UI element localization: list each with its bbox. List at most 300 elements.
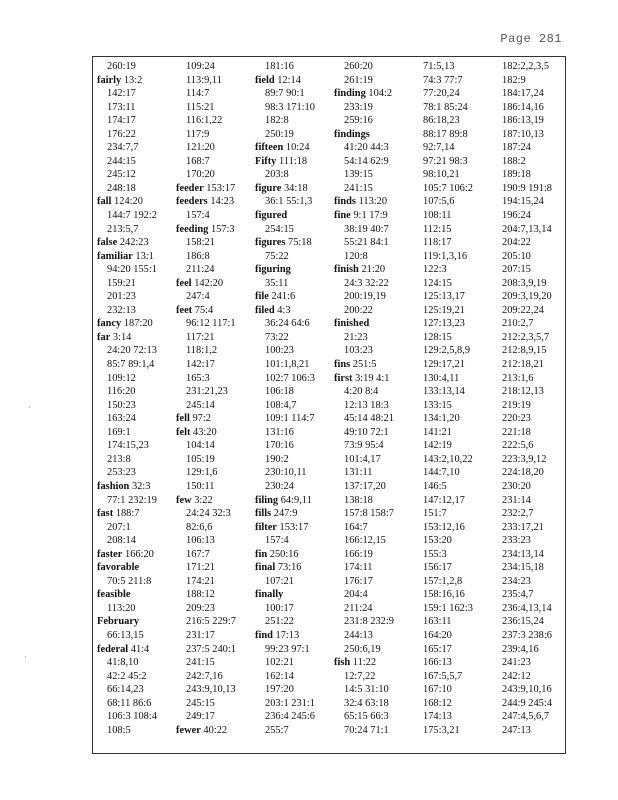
index-subline xyxy=(488,521,552,535)
index-page-ref: 247:13 xyxy=(502,724,531,736)
hole-punch-mark-icon: ⸱ xyxy=(28,401,31,414)
index-page-ref: 186:14,16 xyxy=(502,101,544,113)
index-page-ref: 45:14 48:21 xyxy=(344,413,394,425)
index-page-ref: 158:16,16 xyxy=(423,589,465,601)
index-page-ref: 131:11 xyxy=(344,467,373,479)
index-subline xyxy=(488,223,552,237)
index-subline xyxy=(488,480,552,494)
index-subline xyxy=(93,209,157,223)
index-subline xyxy=(93,683,157,697)
index-page-ref: 107:21 xyxy=(265,575,294,587)
index-page-ref: 12:13 18:3 xyxy=(344,399,389,411)
index-subline xyxy=(488,466,552,480)
index-page-ref: 137:17,20 xyxy=(344,480,386,492)
index-entry xyxy=(330,372,394,386)
index-page-ref: 4:20 8:4 xyxy=(344,386,379,398)
index-subline xyxy=(93,114,157,128)
index-subline xyxy=(93,629,157,643)
index-subline xyxy=(409,561,473,575)
index-subline xyxy=(409,412,473,426)
index-subline xyxy=(488,358,552,372)
index-subline xyxy=(488,575,552,589)
index-subline xyxy=(330,507,394,521)
index-headword: Fifty xyxy=(255,155,277,167)
index-page-ref: 106:3 108:4 xyxy=(107,711,157,723)
index-subline xyxy=(172,141,236,155)
index-page-ref: 117:9 xyxy=(186,128,210,140)
index-headword: field xyxy=(255,74,275,86)
index-headword: fairly xyxy=(97,74,122,86)
index-subline xyxy=(93,697,157,711)
index-page-ref: 121:20 xyxy=(186,142,215,154)
index-subline xyxy=(488,615,552,629)
index-subline xyxy=(409,74,473,88)
index-page-ref: 144:7,10 xyxy=(423,467,460,479)
index-entry xyxy=(251,304,315,318)
index-page-ref: 213:1,6 xyxy=(502,372,534,384)
index-subline xyxy=(251,223,315,237)
index-page-ref: 100:23 xyxy=(265,345,294,357)
index-subline xyxy=(488,561,552,575)
index-page-ref: 174:13 xyxy=(423,711,452,723)
index-subline xyxy=(330,304,394,318)
index-entry xyxy=(93,480,157,494)
index-page-ref: 170:16 xyxy=(265,440,294,452)
index-page-ref: 182:8 xyxy=(265,115,289,127)
index-page-ref: 73:22 xyxy=(265,331,289,343)
index-subline xyxy=(172,290,236,304)
index-page-ref: 253:23 xyxy=(107,467,136,479)
index-page-ref: 102:7 106:3 xyxy=(265,372,315,384)
index-subline xyxy=(409,60,473,74)
index-subline xyxy=(172,128,236,142)
index-page-ref: 142:19 xyxy=(423,440,452,452)
index-subline xyxy=(409,304,473,318)
index-page-ref: 261:19 xyxy=(344,74,373,86)
index-subline xyxy=(172,521,236,535)
index-page-ref: 157:4 xyxy=(186,210,210,222)
index-headword: few xyxy=(176,494,192,506)
index-page-ref: 36:24 64:6 xyxy=(265,318,310,330)
index-subline xyxy=(409,385,473,399)
index-page-ref: 209:23 xyxy=(186,602,215,614)
index-subline xyxy=(488,128,552,142)
index-subline xyxy=(488,588,552,602)
index-subline xyxy=(409,209,473,223)
index-page-ref: 212:8,9,15 xyxy=(502,345,547,357)
index-page-ref: 41:20 44:3 xyxy=(344,142,389,154)
index-subline xyxy=(330,724,394,738)
index-page-ref: 233:23 xyxy=(502,535,531,547)
index-subline xyxy=(488,101,552,115)
index-page-ref: 244:9 245:4 xyxy=(502,697,552,709)
index-entry xyxy=(330,656,394,670)
index-page-ref: 120:8 xyxy=(344,250,368,262)
index-page-ref: 233:17,21 xyxy=(502,521,544,533)
index-headword: figuring xyxy=(255,264,291,276)
index-subline xyxy=(409,494,473,508)
index-page-ref: 251:22 xyxy=(265,616,294,628)
index-subline xyxy=(488,290,552,304)
index-subline xyxy=(93,168,157,182)
index-subline xyxy=(172,87,236,101)
index-subline xyxy=(172,561,236,575)
index-page-ref: 158:21 xyxy=(186,237,215,249)
index-subline xyxy=(409,168,473,182)
index-subline xyxy=(409,195,473,209)
index-subline xyxy=(251,453,315,467)
index-subline xyxy=(251,426,315,440)
index-entry xyxy=(172,304,236,318)
index-page-ref: 171:21 xyxy=(186,562,215,574)
index-subline xyxy=(488,710,552,724)
index-headword: feasible xyxy=(97,589,131,601)
index-column-6 xyxy=(488,60,552,737)
index-headword: fills xyxy=(255,508,272,520)
index-subline xyxy=(409,263,473,277)
index-page-ref: 163:24 xyxy=(107,413,136,425)
index-page-ref: 101:4,17 xyxy=(344,453,381,465)
index-subline xyxy=(251,250,315,264)
index-page-ref: 232:13 xyxy=(107,304,136,316)
index-subline xyxy=(172,399,236,413)
index-headword: finished xyxy=(334,318,370,330)
index-page-ref: 65:15 66:3 xyxy=(344,711,389,723)
index-page-ref: 205:10 xyxy=(502,250,531,262)
index-page-ref: 128:15 xyxy=(423,331,452,343)
index-page-ref: 230:24 xyxy=(265,480,294,492)
index-subline xyxy=(93,223,157,237)
index-column-1 xyxy=(93,60,157,737)
index-page-ref: 66:13,15 xyxy=(107,629,144,641)
index-page-ref: 174:15,23 xyxy=(107,440,149,452)
index-subline xyxy=(251,101,315,115)
index-page-ref: 153:17 xyxy=(206,182,236,194)
index-subline xyxy=(251,439,315,453)
index-page-ref: 213:5,7 xyxy=(107,223,139,235)
index-page-ref: 223:3,9,12 xyxy=(502,453,547,465)
index-subline xyxy=(251,372,315,386)
index-page-ref: 75:18 xyxy=(288,237,312,249)
index-page-ref: 164:20 xyxy=(423,629,452,641)
index-subline xyxy=(409,141,473,155)
index-subline xyxy=(409,670,473,684)
index-subline xyxy=(488,656,552,670)
index-headword: final xyxy=(255,562,276,574)
index-page-ref: 197:20 xyxy=(265,684,294,696)
index-page-ref: 41:8,10 xyxy=(107,657,139,669)
index-page-ref: 259:16 xyxy=(344,115,373,127)
index-page-ref: 3:19 4:1 xyxy=(355,372,390,384)
index-subline xyxy=(330,236,394,250)
index-subline xyxy=(172,534,236,548)
index-subline xyxy=(172,588,236,602)
index-subline xyxy=(409,331,473,345)
index-page-ref: 100:17 xyxy=(265,602,294,614)
index-subline xyxy=(409,426,473,440)
index-headword: figured xyxy=(255,210,288,222)
index-subline xyxy=(93,60,157,74)
index-subline xyxy=(93,141,157,155)
index-page-ref: 74:3 77:7 xyxy=(423,74,463,86)
index-subline xyxy=(251,412,315,426)
index-page-ref: 68:11 86:6 xyxy=(107,697,152,709)
index-page-ref: 166:12,15 xyxy=(344,535,386,547)
index-page-ref: 130:4,11 xyxy=(423,372,460,384)
index-page-ref: 208:14 xyxy=(107,535,136,547)
index-subline xyxy=(172,480,236,494)
index-subline xyxy=(409,87,473,101)
index-subline xyxy=(330,290,394,304)
index-page-ref: 157:1,2,8 xyxy=(423,575,463,587)
index-page-ref: 156:17 xyxy=(423,562,452,574)
index-entry xyxy=(330,195,394,209)
index-page-ref: 210:2,7 xyxy=(502,318,534,330)
index-entry xyxy=(330,358,394,372)
index-page-ref: 75:22 xyxy=(265,250,289,262)
index-subline xyxy=(172,114,236,128)
index-subline xyxy=(93,128,157,142)
index-page-ref: 97:2 xyxy=(192,413,211,425)
index-page-ref: 150:23 xyxy=(107,399,136,411)
index-subline xyxy=(488,209,552,223)
index-subline xyxy=(251,385,315,399)
index-subline xyxy=(409,602,473,616)
index-page-ref: 98:10,21 xyxy=(423,169,460,181)
index-subline xyxy=(330,588,394,602)
index-page-ref: 218:12,13 xyxy=(502,386,544,398)
index-subline xyxy=(330,534,394,548)
index-page-ref: 105:19 xyxy=(186,453,215,465)
index-page-ref: 235:4,7 xyxy=(502,589,534,601)
index-subline xyxy=(172,656,236,670)
index-headword: feel xyxy=(176,277,192,289)
index-page-ref: 147:12,17 xyxy=(423,494,465,506)
index-subline xyxy=(172,670,236,684)
index-subline xyxy=(409,534,473,548)
index-page-ref: 64:9,11 xyxy=(280,494,312,506)
index-headword: finally xyxy=(255,589,284,601)
index-page-ref: 73:9 95:4 xyxy=(344,440,384,452)
index-subline xyxy=(172,155,236,169)
index-entry xyxy=(251,548,315,562)
index-subline xyxy=(172,575,236,589)
index-subline xyxy=(330,426,394,440)
index-page-ref: 133:13,14 xyxy=(423,386,465,398)
index-page-ref: 113:20 xyxy=(107,602,136,614)
index-page-ref: 188:7 xyxy=(115,508,140,520)
index-subline xyxy=(330,101,394,115)
index-page-ref: 242:7,16 xyxy=(186,670,223,682)
index-page-ref: 24:20 72:13 xyxy=(107,345,157,357)
index-subline xyxy=(409,724,473,738)
index-page-ref: 157:4 xyxy=(265,535,289,547)
index-subline xyxy=(488,697,552,711)
page-number-label: Page 281 xyxy=(500,32,562,46)
index-subline xyxy=(330,223,394,237)
index-page-ref: 117:21 xyxy=(186,331,215,343)
index-entry xyxy=(251,182,315,196)
index-subline xyxy=(251,168,315,182)
index-subline xyxy=(409,588,473,602)
index-page-ref: 88:17 89:8 xyxy=(423,128,468,140)
index-subline xyxy=(488,629,552,643)
index-subline xyxy=(330,697,394,711)
index-page-ref: 159:1 162:3 xyxy=(423,602,473,614)
index-subline xyxy=(172,697,236,711)
index-page-ref: 143:2,10,22 xyxy=(423,453,473,465)
index-subline xyxy=(488,277,552,291)
index-page-ref: 141:21 xyxy=(423,426,452,438)
index-subline xyxy=(93,399,157,413)
index-page-ref: 157:8 158:7 xyxy=(344,508,394,520)
index-subline xyxy=(251,710,315,724)
index-page-ref: 21:20 xyxy=(361,264,386,276)
index-subline xyxy=(330,60,394,74)
index-page-ref: 209:22,24 xyxy=(502,304,544,316)
index-page-ref: 236:4 245:6 xyxy=(265,711,315,723)
index-subline xyxy=(330,168,394,182)
index-headword: far xyxy=(97,331,111,343)
index-subline xyxy=(93,656,157,670)
index-subline xyxy=(330,480,394,494)
index-page-ref: 200:22 xyxy=(344,304,373,316)
index-page-ref: 196:24 xyxy=(502,210,531,222)
index-page-ref: 201:23 xyxy=(107,291,136,303)
index-subline xyxy=(330,141,394,155)
index-page-ref: 250:6,19 xyxy=(344,643,381,655)
index-subline xyxy=(409,317,473,331)
index-page-ref: 77:20,24 xyxy=(423,88,460,100)
index-entry xyxy=(93,643,157,657)
index-page-ref: 245:15 xyxy=(186,697,215,709)
index-page-ref: 49:10 72:1 xyxy=(344,426,389,438)
index-page-ref: 166:13 xyxy=(423,657,452,669)
index-page-ref: 168:12 xyxy=(423,697,452,709)
index-page-ref: 109:12 xyxy=(107,372,136,384)
index-page-ref: 155:3 xyxy=(423,548,447,560)
index-page-ref: 125:19,21 xyxy=(423,304,465,316)
index-page-ref: 168:7 xyxy=(186,155,210,167)
index-subline xyxy=(488,507,552,521)
index-page-ref: 219:19 xyxy=(502,399,531,411)
index-headword: figures xyxy=(255,237,286,249)
index-subline xyxy=(330,344,394,358)
index-subline xyxy=(488,643,552,657)
index-page-ref: 167:7 xyxy=(186,548,210,560)
index-subline xyxy=(409,155,473,169)
index-subline xyxy=(409,521,473,535)
index-page-ref: 234:7,7 xyxy=(107,142,139,154)
index-headword: filter xyxy=(255,521,277,533)
index-page-ref: 221:18 xyxy=(502,426,531,438)
index-page-ref: 182:9 xyxy=(502,74,526,86)
index-page-ref: 119:1,3,16 xyxy=(423,250,468,262)
index-subline xyxy=(488,602,552,616)
index-entry xyxy=(93,561,157,575)
index-page-ref: 107:5,6 xyxy=(423,196,455,208)
index-page-ref: 162:14 xyxy=(265,670,294,682)
index-page-ref: 241:23 xyxy=(502,657,531,669)
index-page-ref: 36:1 55:1,3 xyxy=(265,196,313,208)
index-page-ref: 41:4 xyxy=(130,643,150,655)
index-subline xyxy=(409,290,473,304)
index-headword: feet xyxy=(176,304,193,316)
index-headword: fast xyxy=(97,508,114,520)
index-headword: finish xyxy=(334,264,359,276)
index-subline xyxy=(172,602,236,616)
index-page-ref: 236:4,13,14 xyxy=(502,602,552,614)
index-subline xyxy=(330,385,394,399)
index-page-ref: 249:17 xyxy=(186,711,215,723)
index-page-ref: 243:9,10,16 xyxy=(502,684,552,696)
index-page-ref: 129:2,5,8,9 xyxy=(423,345,471,357)
index-subline xyxy=(172,372,236,386)
index-page-ref: 38:19 40:7 xyxy=(344,223,389,235)
index-page-ref: 124:15 xyxy=(423,277,452,289)
index-subline xyxy=(93,101,157,115)
index-subline xyxy=(409,697,473,711)
index-page-ref: 10:24 xyxy=(285,142,310,154)
index-page-ref: 231:21,23 xyxy=(186,386,228,398)
index-page-ref: 144:7 192:2 xyxy=(107,210,157,222)
index-subline xyxy=(409,223,473,237)
index-subline xyxy=(93,575,157,589)
index-page-ref: 127:13,23 xyxy=(423,318,465,330)
index-column-2 xyxy=(172,60,236,737)
index-page-ref: 239:4,16 xyxy=(502,643,539,655)
index-headword: filed xyxy=(255,304,275,316)
index-page-ref: 222:5,6 xyxy=(502,440,534,452)
index-subline xyxy=(172,263,236,277)
index-page-ref: 116:1,22 xyxy=(186,115,223,127)
index-subline xyxy=(172,643,236,657)
index-subline xyxy=(93,344,157,358)
index-subline xyxy=(488,724,552,738)
index-subline xyxy=(172,358,236,372)
index-page-ref: 94:20 155:1 xyxy=(107,264,157,276)
index-page-ref: 243:9,10,13 xyxy=(186,684,236,696)
index-subline xyxy=(409,629,473,643)
index-page-ref: 82:6,6 xyxy=(186,521,213,533)
index-subline xyxy=(251,60,315,74)
index-headword: felt xyxy=(176,426,191,438)
index-subline xyxy=(488,372,552,386)
index-page-ref: 146:5 xyxy=(423,480,447,492)
index-subline xyxy=(330,683,394,697)
index-page-ref: 260:20 xyxy=(344,61,373,72)
index-page-ref: 209:3,19,20 xyxy=(502,291,552,303)
index-subline xyxy=(409,358,473,372)
index-entry xyxy=(251,629,315,643)
index-page-ref: 247:4 xyxy=(186,291,210,303)
index-subline xyxy=(251,331,315,345)
index-page-ref: 251:5 xyxy=(352,359,377,371)
index-page-ref: 17:13 xyxy=(275,629,300,641)
index-page-ref: 165:17 xyxy=(423,643,452,655)
index-subline xyxy=(330,643,394,657)
index-page-ref: 244:13 xyxy=(344,629,373,641)
index-page-ref: 204:7,13,14 xyxy=(502,223,552,235)
index-subline xyxy=(172,466,236,480)
index-headword: fish xyxy=(334,657,351,669)
index-subline xyxy=(251,656,315,670)
index-subline xyxy=(172,168,236,182)
index-page-ref: 113:9,11 xyxy=(186,74,222,86)
index-page-ref: 213:8 xyxy=(107,453,131,465)
index-page-ref: 230:10,11 xyxy=(265,467,307,479)
index-page-ref: 167:5,5,7 xyxy=(423,670,463,682)
